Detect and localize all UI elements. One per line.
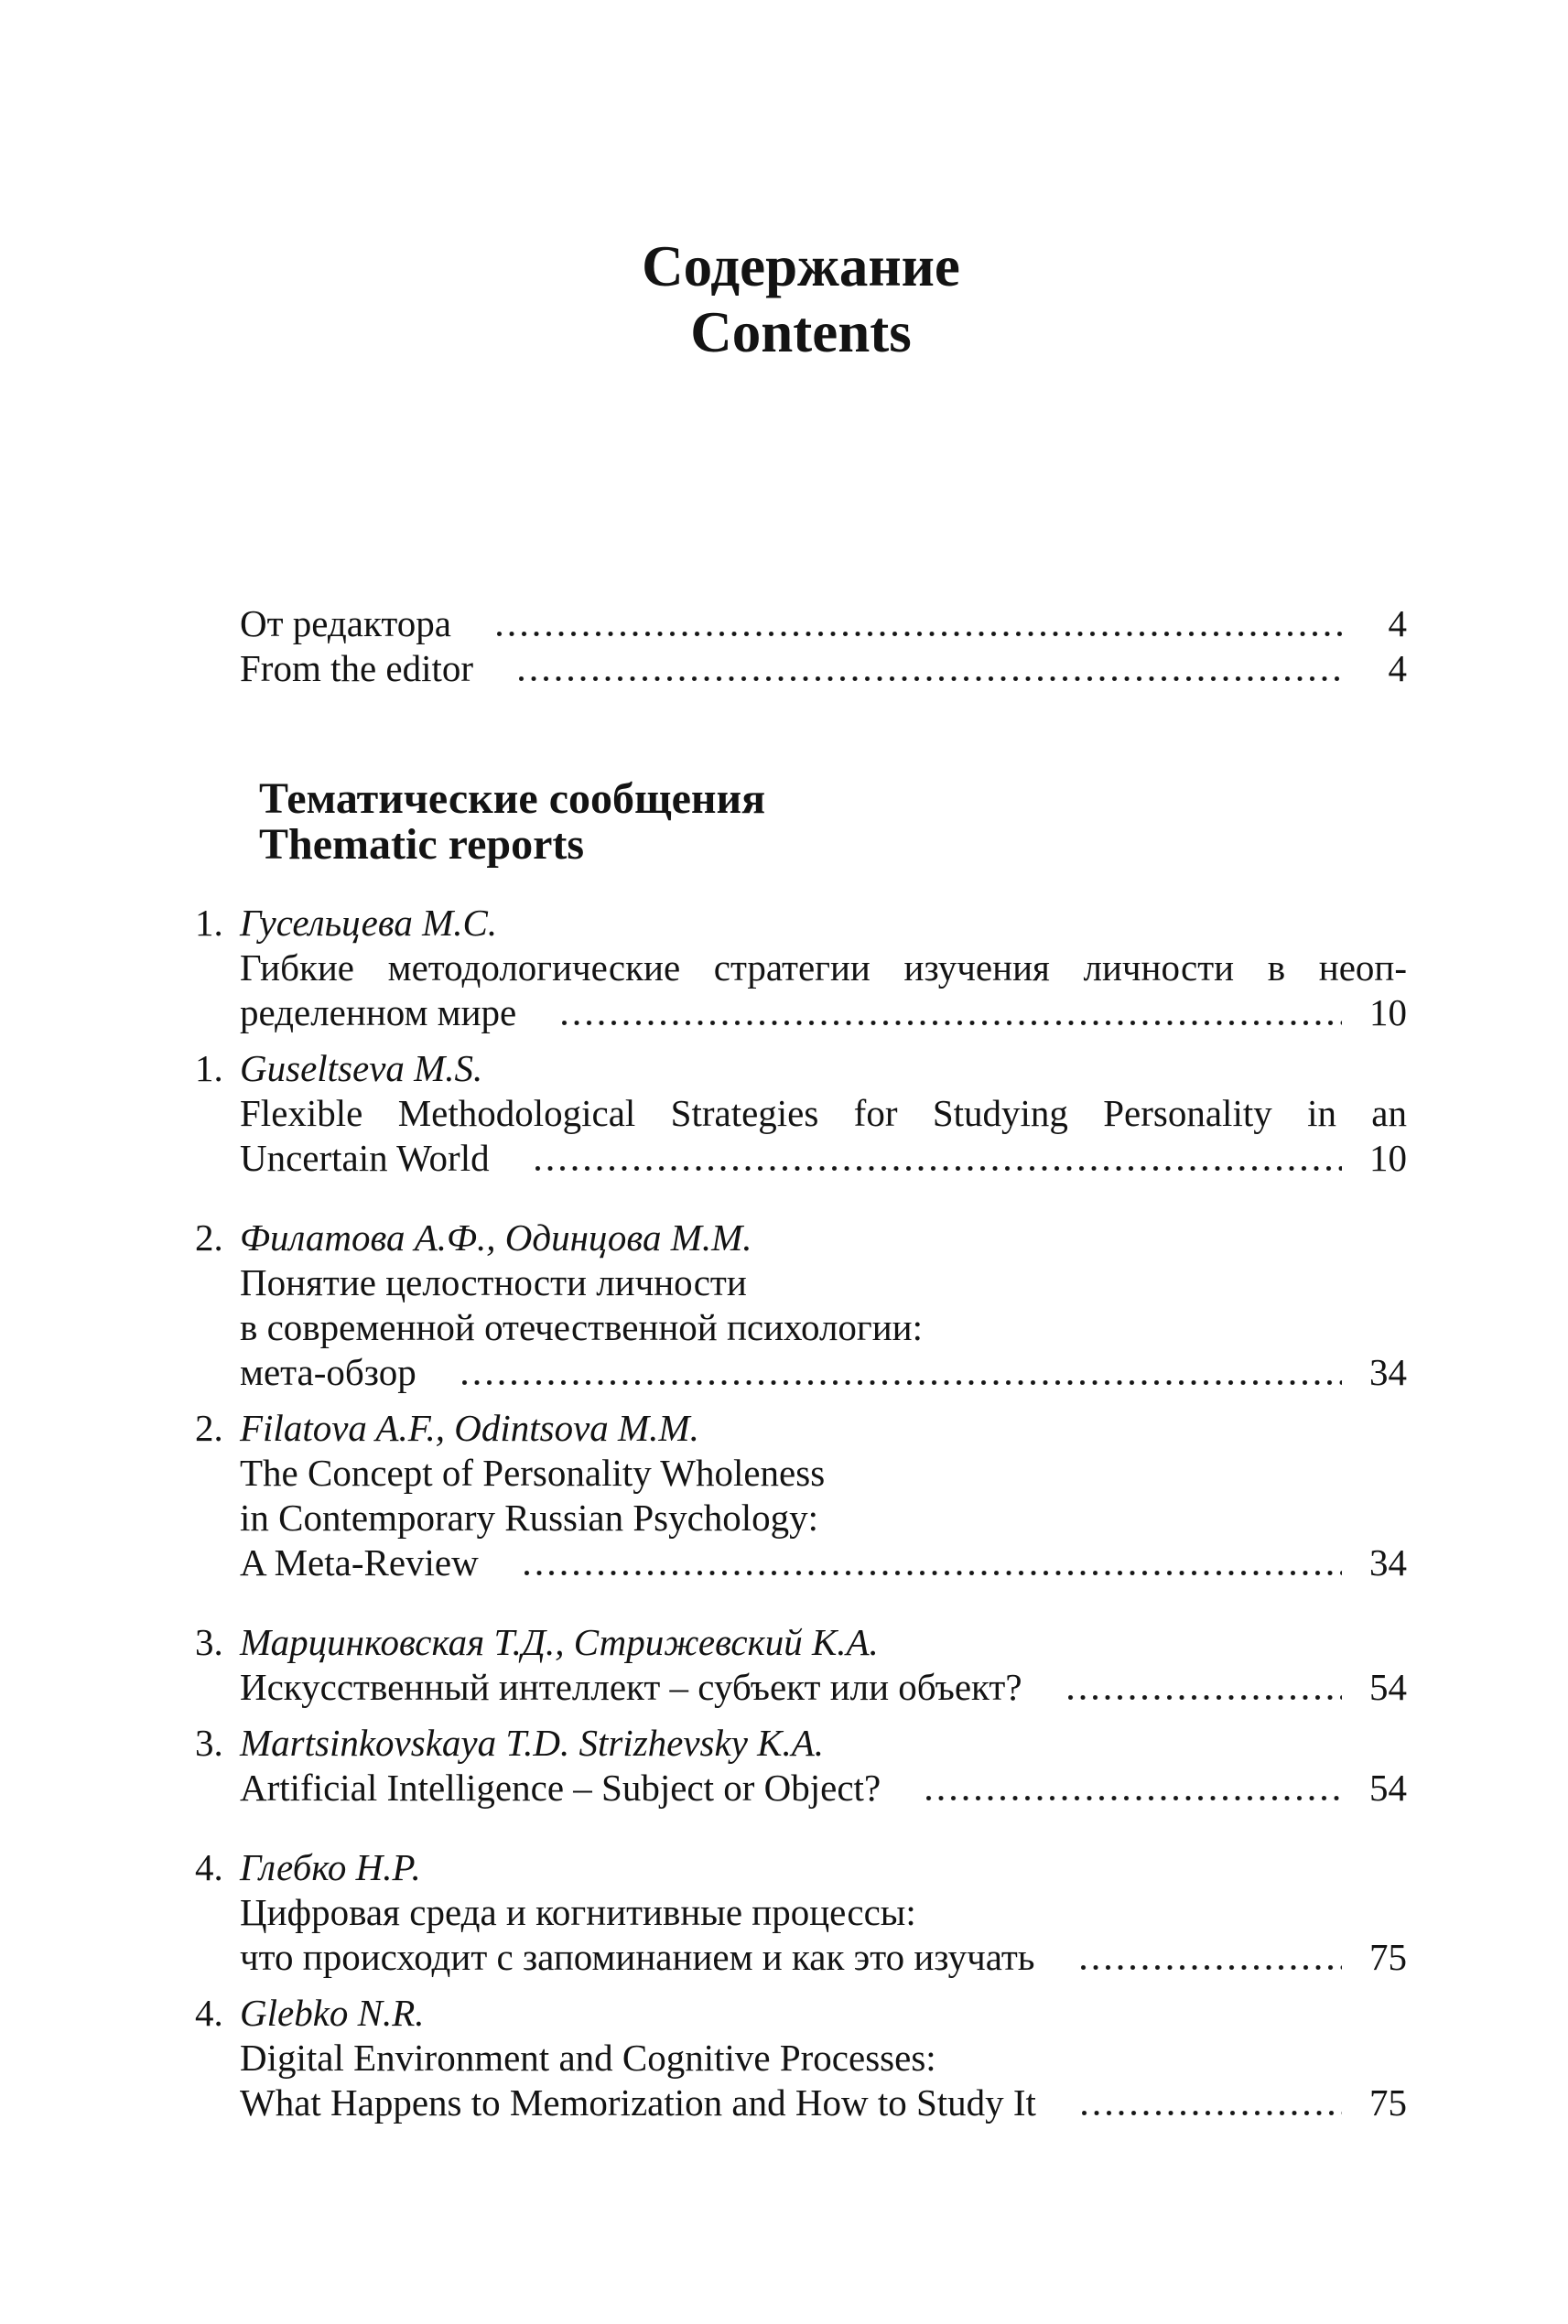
section-heading-en: Thematic reports	[259, 820, 585, 869]
author-line	[195, 1620, 1407, 1665]
entry-number: 1.	[195, 902, 223, 944]
page-title-ru: Содержание	[642, 234, 960, 298]
section-heading	[259, 776, 1407, 868]
page-number: 10	[1369, 1137, 1407, 1179]
page-number: 75	[1369, 2081, 1407, 2124]
dot-leader	[519, 676, 1342, 681]
entry-title-line: Digital Environment and Cognitive Processes:	[240, 2037, 936, 2079]
dot-leader	[462, 1380, 1342, 1385]
entry-title-last-line: What Happens to Memorization and How to Study It 75	[240, 2081, 1407, 2124]
dot-leader	[1068, 1695, 1342, 1700]
toc-label: От редактора	[240, 602, 451, 644]
toc-entry-1-ru	[195, 901, 1407, 1035]
toc-entry-4-ru	[195, 1845, 1407, 1980]
entry-authors: Martsinkovskaya T.D. Strizhevsky K.A.	[240, 1722, 825, 1764]
author-line	[195, 1845, 1407, 1890]
toc-label: From the editor	[240, 647, 474, 689]
toc-row-editor-en	[240, 646, 1407, 691]
toc-entry-2-en	[195, 1406, 1407, 1585]
toc-entry-4	[195, 1845, 1407, 2125]
toc-entry-3-en	[195, 1721, 1407, 1811]
dot-leader	[926, 1796, 1342, 1800]
page-number: 4	[1388, 647, 1407, 689]
entry-authors: Filatova A.F., Odintsova M.M.	[240, 1407, 699, 1449]
entry-number: 2.	[195, 1407, 223, 1449]
toc-entry-3	[195, 1620, 1407, 1811]
author-line	[195, 1406, 1407, 1451]
entry-title-last-line: Искусственный интеллект – субъект или объект? 54	[240, 1666, 1407, 1708]
entry-number: 3.	[195, 1621, 223, 1663]
section-heading-ru: Тематические сообщения	[259, 774, 766, 823]
author-line	[195, 1991, 1407, 2036]
entry-title-line: Гибкие методологические стратегии изучения личности в неоп-	[240, 946, 1407, 989]
entry-authors: Гусельцева М.С.	[240, 902, 498, 944]
page-number: 10	[1369, 991, 1407, 1033]
toc-entry-4-en	[195, 1991, 1407, 2125]
page-number: 34	[1369, 1351, 1407, 1393]
toc-entry-1	[195, 901, 1407, 1181]
dot-leader	[1082, 2111, 1342, 2115]
entry-number: 4.	[195, 1846, 223, 1888]
page-number: 4	[1388, 602, 1407, 644]
page-number: 34	[1369, 1541, 1407, 1584]
author-line	[195, 901, 1407, 946]
entry-authors: Марцинковская Т.Д., Стрижевский К.А.	[240, 1621, 879, 1663]
toc-entry-2-ru	[195, 1216, 1407, 1395]
dot-leader	[1081, 1965, 1342, 1970]
entry-number: 3.	[195, 1722, 223, 1764]
toc-entries	[195, 901, 1407, 2125]
entry-title-line: Flexible Methodological Strategies for Studying Personality in an	[240, 1092, 1407, 1134]
author-line	[195, 1046, 1407, 1091]
dot-leader	[535, 1166, 1342, 1171]
entry-authors: Глебко Н.Р.	[240, 1846, 421, 1888]
author-line	[195, 1216, 1407, 1260]
page-number: 54	[1369, 1666, 1407, 1708]
toc-content	[195, 0, 1407, 2125]
toc-entry-1-en	[195, 1046, 1407, 1181]
entry-title-line: Понятие целостности личности	[240, 1261, 747, 1303]
entry-title-line: в современной отечественной психологии:	[240, 1306, 924, 1348]
entry-title-line: Цифровая среда и когнитивные процессы:	[240, 1891, 916, 1933]
entry-title-last-line: мета-обзор 34	[240, 1351, 1407, 1393]
entry-title-last-line: что происходит с запоминанием и как это изучать 75	[240, 1936, 1407, 1978]
toc-row-editor-ru	[240, 601, 1407, 646]
entry-number: 4.	[195, 1992, 223, 2034]
entry-title-line: in Contemporary Russian Psychology:	[240, 1497, 819, 1539]
dot-leader	[497, 632, 1342, 636]
dot-leader	[524, 1571, 1342, 1575]
toc-entry-2	[195, 1216, 1407, 1585]
entry-title-last-line: Artificial Intelligence – Subject or Object? 54	[240, 1767, 1407, 1809]
entry-title-last-line: Uncertain World 10	[240, 1137, 1407, 1179]
entry-title-last-line: A Meta-Review 34	[240, 1541, 1407, 1584]
entry-title-line: The Concept of Personality Wholeness	[240, 1452, 826, 1494]
page-number: 75	[1369, 1936, 1407, 1978]
entry-authors: Guseltseva M.S.	[240, 1047, 483, 1089]
entry-number: 1.	[195, 1047, 223, 1089]
page-number: 54	[1369, 1767, 1407, 1809]
author-line	[195, 1721, 1407, 1766]
entry-title-last-line: ределенном мире 10	[240, 991, 1407, 1033]
toc-entry-3-ru	[195, 1620, 1407, 1710]
front-matter	[195, 601, 1407, 691]
entry-authors: Glebko N.R.	[240, 1992, 425, 2034]
page-title-en: Contents	[690, 300, 912, 364]
page-title	[195, 233, 1407, 365]
entry-number: 2.	[195, 1216, 223, 1259]
entry-authors: Филатова А.Ф., Одинцова М.М.	[240, 1216, 752, 1259]
dot-leader	[562, 1021, 1342, 1025]
